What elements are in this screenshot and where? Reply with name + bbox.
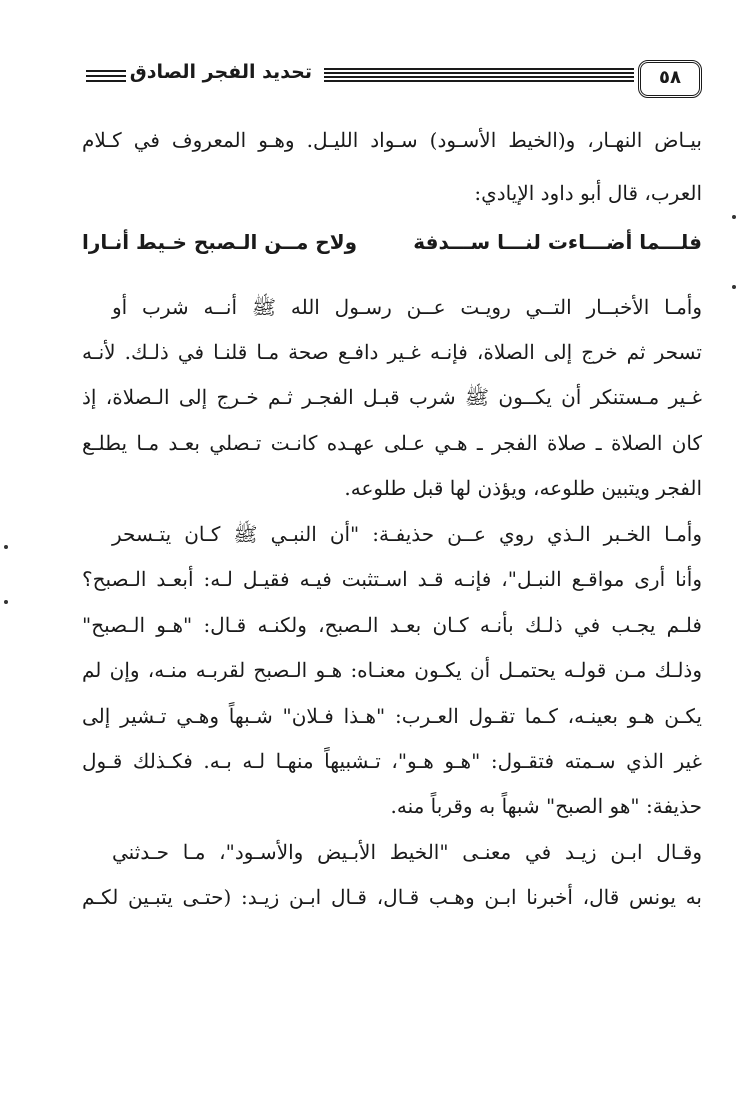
text-line: فلـم يجـب في ذلـك بأنـه كـان بعـد الـصبح، ولكنـه قـال: "هـو الـصبح" bbox=[82, 613, 702, 637]
scan-speck bbox=[4, 600, 8, 604]
text-line: وأنا أرى مواقـع النبـل"، فإنـه قـد اسـتثبت فيـه فقيـل لـه: أبعـد الـصبح؟ bbox=[82, 567, 702, 591]
text-line: وذلـك مـن قولـه يحتمـل أن يكـون معنـاه: هـو الـصبح لقربـه منـه، وإن لم bbox=[82, 658, 702, 682]
text-line: به يونس قال، أخبرنا ابـن وهـب قـال، قـال ابـن زيـد: (حتـى يتبـين لكـم bbox=[82, 885, 702, 909]
text-line: غـير مـستنكر أن يكــون ﷺ شرب قبـل الفجـر ثـم خـرج إلى الـصلاة، إذ bbox=[82, 385, 702, 409]
page-header bbox=[70, 60, 700, 100]
text-line: وأمـا الأخبــار التــي رويـت عــن رسـول الله ﷺ أنــه شرب أو bbox=[112, 295, 702, 319]
running-title: تحديد الفجر الصادق bbox=[129, 61, 312, 83]
header-rule-middle bbox=[324, 68, 634, 86]
scan-speck bbox=[732, 285, 736, 289]
text-line: بيـاض النهـار، و(الخيط الأسـود) سـواد الليـل. وهـو المعروف في كـلام bbox=[82, 128, 702, 152]
text-line: حذيفة: "هو الصبح" شبهاً به وقرباً منه. bbox=[390, 794, 702, 818]
header-rule-left bbox=[86, 70, 126, 84]
text-line: العرب، قال أبو داود الإيادي: bbox=[474, 181, 702, 205]
text-line: كان الصلاة ـ صلاة الفجر ـ هـي عـلى عهـده كانـت تـصلي بعـد مـا يطلـع bbox=[82, 431, 702, 455]
poetry-verse bbox=[82, 230, 702, 266]
scan-speck bbox=[732, 215, 736, 219]
text-line: الفجر ويتبين طلوعه، ويؤذن لها قبل طلوعه. bbox=[344, 476, 702, 500]
page-number: ٥٨ bbox=[638, 60, 702, 98]
text-line: وقـال ابـن زيـد في معنـى "الخيط الأبـيض والأسـود"، مـا حـدثني bbox=[112, 840, 702, 864]
text-line: تسحر ثم خرج إلى الصلاة، فإنـه غـير دافـع صحة مـا قلنـا في ذلـك. لأنـه bbox=[82, 340, 702, 364]
verse-first-hemistich: فلـــما أضـــاءت لنـــا ســـدفة bbox=[413, 230, 702, 254]
scan-speck bbox=[4, 545, 8, 549]
text-line: غير الذي سـمته فتقـول: "هـو هـو"، تـشبيهاً منهـا لـه بـه. فكـذلك قـول bbox=[82, 749, 702, 773]
verse-second-hemistich: ولاح مــن الـصبح خـيط أنـارا bbox=[82, 230, 358, 254]
text-line: يكـن هـو بعينـه، كـما تقـول العـرب: "هـذا فـلان" شـبهاً وهـي تـشير إلى bbox=[82, 704, 702, 728]
text-line: وأمـا الخـبر الـذي روي عــن حذيفـة: "أن النبـي ﷺ كـان يتـسحر bbox=[112, 522, 702, 546]
